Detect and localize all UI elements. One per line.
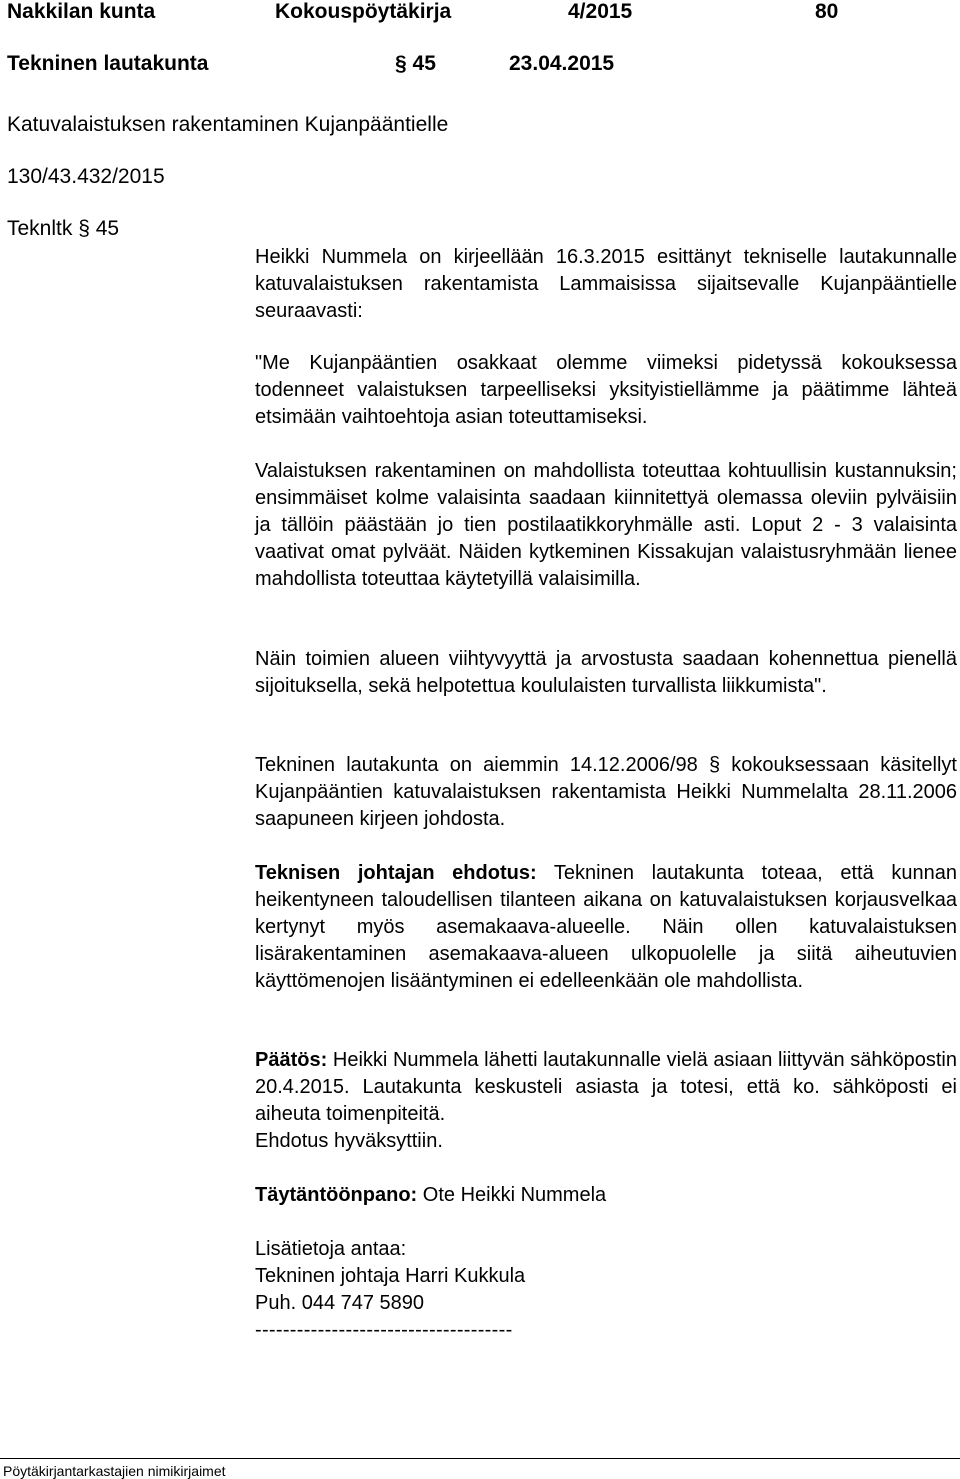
info-label: Lisätietoja antaa: (255, 1238, 407, 1260)
quote-paragraph-1: "Me Kujanpääntien osakkaat olemme viimeksi pidetyssä kokouksessa todenneet valaistuksen tarpeelliseksi yksityistiellämme ja päätimme lähteä etsimään vaihtoehtoja asian toteuttamiseksi. (255, 352, 957, 428)
proposal-label: Teknisen johtajan ehdotus: (255, 862, 537, 884)
letter-intro: Heikki Nummela on kirjeellään 16.3.2015 esittänyt tekniselle lautakunnalle katuvalaistuksen rakentamista Lammaisissa sijaitsevalle Kujanpääntielle seuraavasti: (255, 246, 957, 322)
document-type: Kokouspöytäkirja (275, 0, 452, 23)
subject-title: Katuvalaistuksen rakentaminen Kujanpääntielle (7, 113, 449, 136)
section-number: § 45 (395, 52, 436, 75)
paragraph-quote-2 (255, 458, 957, 593)
info-phone: Puh. 044 747 5890 (255, 1292, 425, 1314)
quote-paragraph-3: Näin toimien alueen viihtyvyyttä ja arvostusta saadaan kohennettua pienellä sijoituksella, sekä helpotettua koululaisten turvallista liikkumista". (255, 648, 957, 697)
separator-line: ------------------------------------- (255, 1319, 513, 1341)
record-id: 130/43.432/2015 (7, 165, 165, 188)
history-paragraph: Tekninen lautakunta on aiemmin 14.12.2006/98 § kokouksessaan käsitellyt Kujanpääntien katuvalaistuksen rakentamista Heikki Nummelalta 28.11.2006 saapuneen kirjeen johdosta. (255, 754, 957, 830)
decision-label: Päätös: (255, 1049, 328, 1071)
contact-info (255, 1236, 957, 1344)
document-number: 4/2015 (568, 0, 633, 23)
paragraph-quote-3 (255, 646, 957, 700)
paragraph-history (255, 752, 957, 833)
page-number: 80 (815, 0, 839, 23)
signatures-footer: Pöytäkirjantarkastajien nimikirjaimet (3, 1463, 226, 1479)
board-name: Tekninen lautakunta (7, 52, 209, 75)
section-reference: Teknltk § 45 (7, 217, 120, 240)
info-person: Tekninen johtaja Harri Kukkula (255, 1265, 526, 1287)
meeting-date: 23.04.2015 (509, 52, 615, 75)
paragraph-execution (255, 1182, 957, 1209)
decision-approved: Ehdotus hyväksyttiin. (255, 1130, 443, 1152)
paragraph-decision (255, 1047, 957, 1155)
quote-paragraph-2: Valaistuksen rakentaminen on mahdollista toteuttaa kohtuullisin kustannuksin; ensimmäiset kolme valaisinta saadaan kiinnitettyä olemassa oleviin pylväisiin ja tällöin päästään jo tien postilaatikkoryhmälle asti. Loput 2 - 3 valaisinta vaativat omat pylväät. Näiden kytkeminen Kissakujan valaistusryhmään lienee mahdollista toteuttaa käytetyillä valaisimilla. (255, 460, 957, 590)
decision-text: Heikki Nummela lähetti lautakunnalle vielä asiaan liittyvän sähköpostin 20.4.2015. Lautakunta keskusteli asiasta ja totesi, että ko. sähköposti ei aiheuta toimenpiteitä. (255, 1049, 957, 1125)
paragraph-proposal (255, 860, 957, 995)
paragraph-quote-1 (255, 350, 957, 431)
footer-divider (0, 1458, 960, 1459)
execution-label: Täytäntöönpano: (255, 1184, 418, 1206)
municipality-name: Nakkilan kunta (7, 0, 156, 23)
execution-text: Ote Heikki Nummela (417, 1184, 607, 1206)
proposal-text: Tekninen lautakunta toteaa, että kunnan heikentyneen taloudellisen tilanteen aikana on katuvalaistuksen korjausvelkaa kertynyt myös asemakaava-alueelle. Näin ollen katuvalaistuksen lisärakentaminen asemakaava-alueen ulkopuolelle ja siitä aiheutuvien käyttömenojen lisääntyminen ei edelleenkään ole mahdollista. (255, 862, 957, 992)
paragraph-letter (255, 244, 957, 325)
